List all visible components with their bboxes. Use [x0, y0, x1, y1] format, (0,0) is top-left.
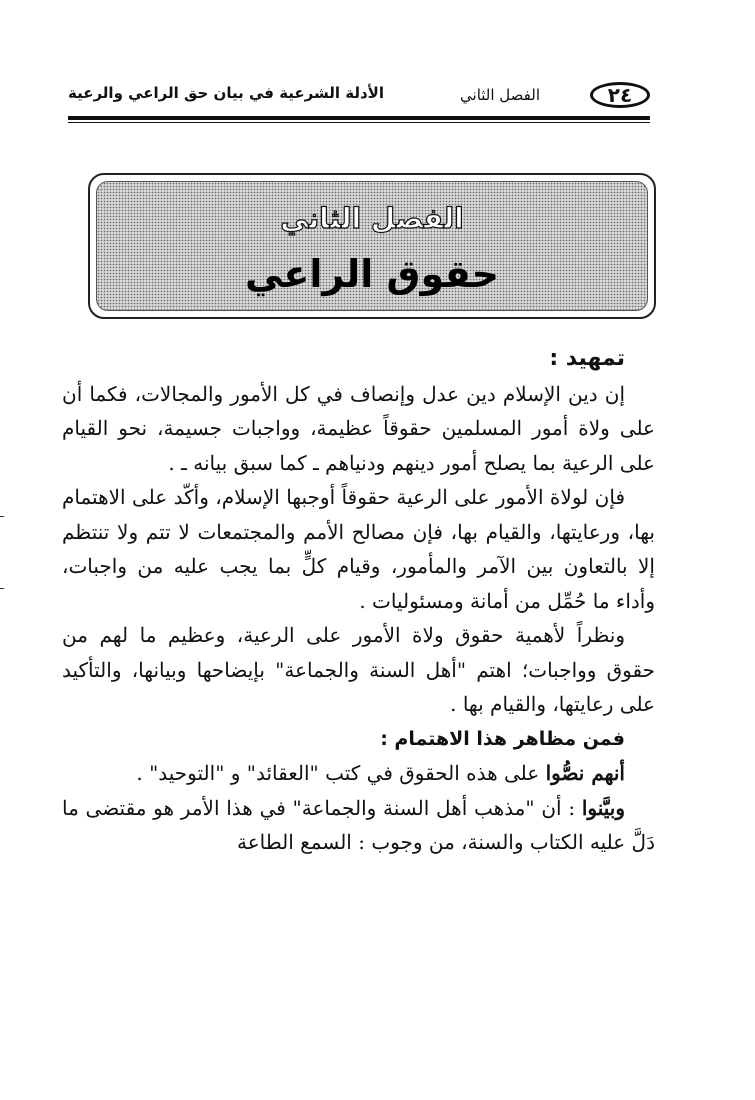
chapter-number: الفصل الثاني — [280, 202, 464, 235]
list-item — [62, 756, 655, 791]
point-text: على هذه الحقوق في كتب "العقائد" و "التوحيد" . — [136, 761, 546, 785]
chapter-title-panel — [96, 181, 648, 311]
point-lead: وبيَّنوا — [581, 795, 625, 820]
paragraph: إن دين الإسلام دين عدل وإنصاف في كل الأمور والمجالات، فكما أن على ولاة أمور المسلمين حقوقاً عظيمة، وواجبات جسيمة، نحو القيام على الرعية بما يصلح أمور دينهم ودنياهم ـ كما سبق بيانه ـ . — [62, 381, 655, 475]
paragraph: فإن لولاة الأمور على الرعية حقوقاً أوجبها الإسلام، وأكّد على الاهتمام بها، ورعايتها، والقيام بها، فإن مصالح الأمم والمجتمعات لا تتم ولا تنتظم إلا بالتعاون بين الآمر والمأمور، وقيام كلٍّ بما يجب عليه من واجبات، وأداء ما حُمِّل من أمانة ومسئوليات . — [62, 485, 655, 613]
paragraph: ونظراً لأهمية حقوق ولاة الأمور على الرعية، وعظيم ما لهم من حقوق وواجبات؛ اهتم "أهل السنة والجماعة" بإيضاحها وبيانها، والتأكيد على رعايتها، والقيام بها . — [62, 623, 655, 716]
running-chapter-label: الفصل الثاني — [460, 86, 540, 104]
page-number: ٢٤ — [590, 82, 650, 108]
chapter-title: حقوق الراعي — [244, 252, 500, 296]
header-rule — [68, 116, 650, 120]
chapter-title-box — [88, 173, 656, 319]
header-rule-thin — [68, 122, 650, 123]
running-book-title: الأدلة الشرعية في بيان حق الراعي والرعية — [68, 84, 384, 102]
list-item — [62, 791, 655, 860]
intro-heading: تمهيد : — [549, 346, 625, 371]
section-heading: فمن مظاهر هذا الاهتمام : — [380, 727, 625, 750]
point-lead: أنهم نصُّوا — [545, 761, 625, 785]
scan-mark — [0, 588, 4, 589]
point-text: : أن "مذهب أهل السنة والجماعة" في هذا الأمر هو مقتضى ما دَلَّ عليه الكتاب والسنة، من وجوب : السمع الطاعة — [62, 795, 655, 854]
scan-mark — [0, 516, 4, 517]
running-header — [68, 78, 650, 118]
body-text — [62, 342, 655, 860]
